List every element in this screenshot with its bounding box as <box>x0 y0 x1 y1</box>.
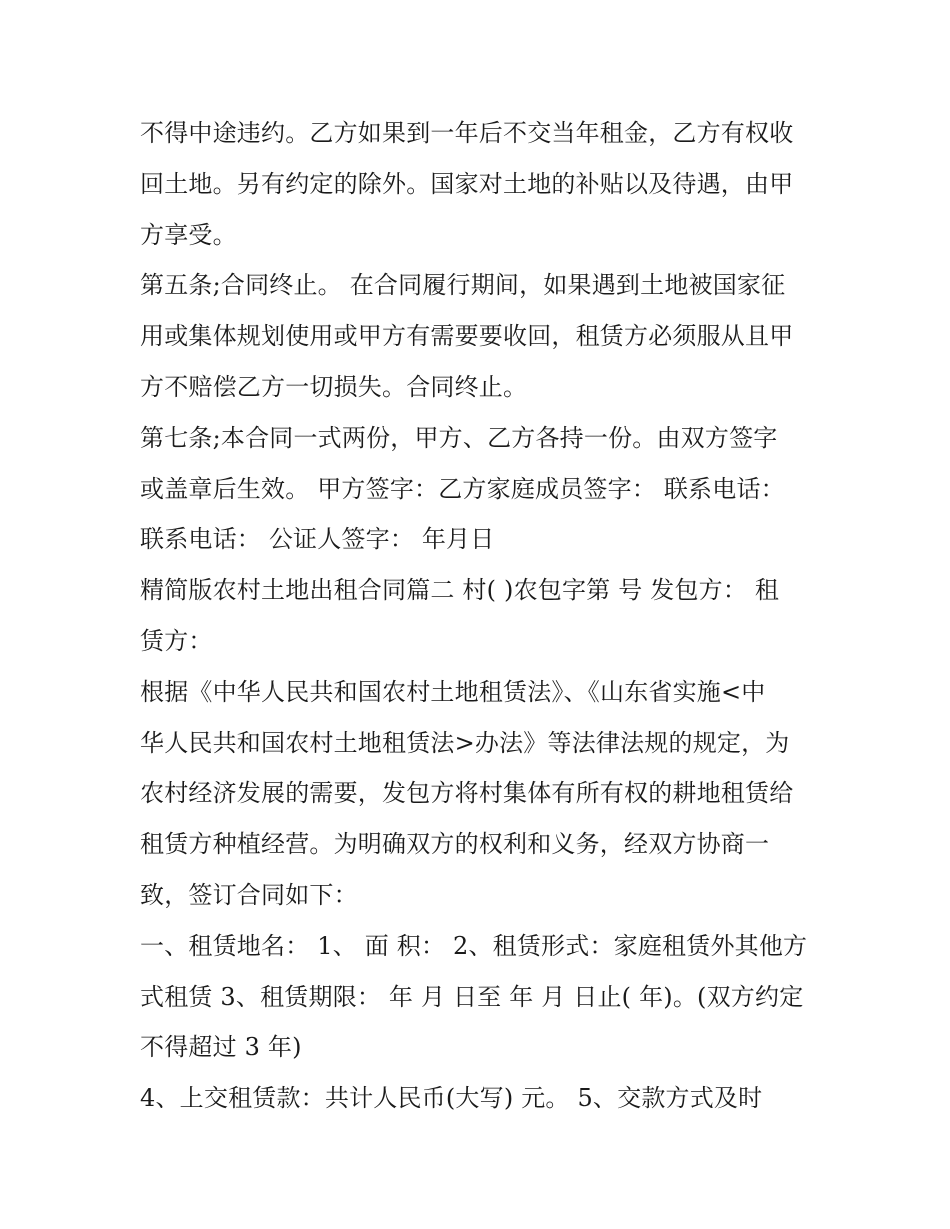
text-line: 或盖章后生效。 甲方签字：乙方家庭成员签字： 联系电话： <box>140 474 785 503</box>
text-line: 回土地。另有约定的除外。国家对土地的补贴以及待遇，由甲 <box>140 169 794 198</box>
text-line: 华人民共和国农村土地租赁法>办法》等法律法规的规定，为 <box>140 728 790 757</box>
text-line: 致，签订合同如下： <box>140 880 358 909</box>
text-line: 用或集体规划使用或甲方有需要要收回，租赁方必须服从且甲 <box>140 322 794 351</box>
text-line: 农村经济发展的需要，发包方将村集体有所有权的耕地租赁给 <box>140 779 794 808</box>
text-line: 方享受。 <box>140 220 237 249</box>
text-line: 根据《中华人民共和国农村土地租赁法》、《山东省实施<中 <box>140 677 766 706</box>
text-line: 联系电话： 公证人签字： 年月日 <box>140 525 495 554</box>
text-line: 不得超过 3 年) <box>140 1033 302 1062</box>
text-line: 不得中途违约。乙方如果到一年后不交当年租金，乙方有权收 <box>140 119 794 147</box>
text-line: 精简版农村土地出租合同篇二 村( )农包字第 号 发包方： 租 <box>140 576 780 605</box>
text-line: 4、上交租赁款：共计人民币(大写) 元。 5、交款方式及时 <box>140 1084 763 1113</box>
text-line: 一、租赁地名： 1、 面 积： 2、租赁形式：家庭租赁外其他方 <box>140 931 808 960</box>
text-line: 租赁方种植经营。为明确双方的权利和义务，经双方协商一 <box>140 830 770 859</box>
text-line: 赁方： <box>140 626 213 655</box>
text-line: 第七条;本合同一式两份，甲方、乙方各持一份。由双方签字 <box>140 423 778 452</box>
text-line: 第五条;合同终止。 在合同履行期间，如果遇到土地被国家征 <box>140 271 786 300</box>
document-body <box>140 108 820 1124</box>
text-line: 方不赔偿乙方一切损失。合同终止。 <box>140 372 528 401</box>
text-line: 式租赁 3、租赁期限： 年 月 日至 年 月 日止( 年)。(双方约定 <box>140 982 804 1011</box>
